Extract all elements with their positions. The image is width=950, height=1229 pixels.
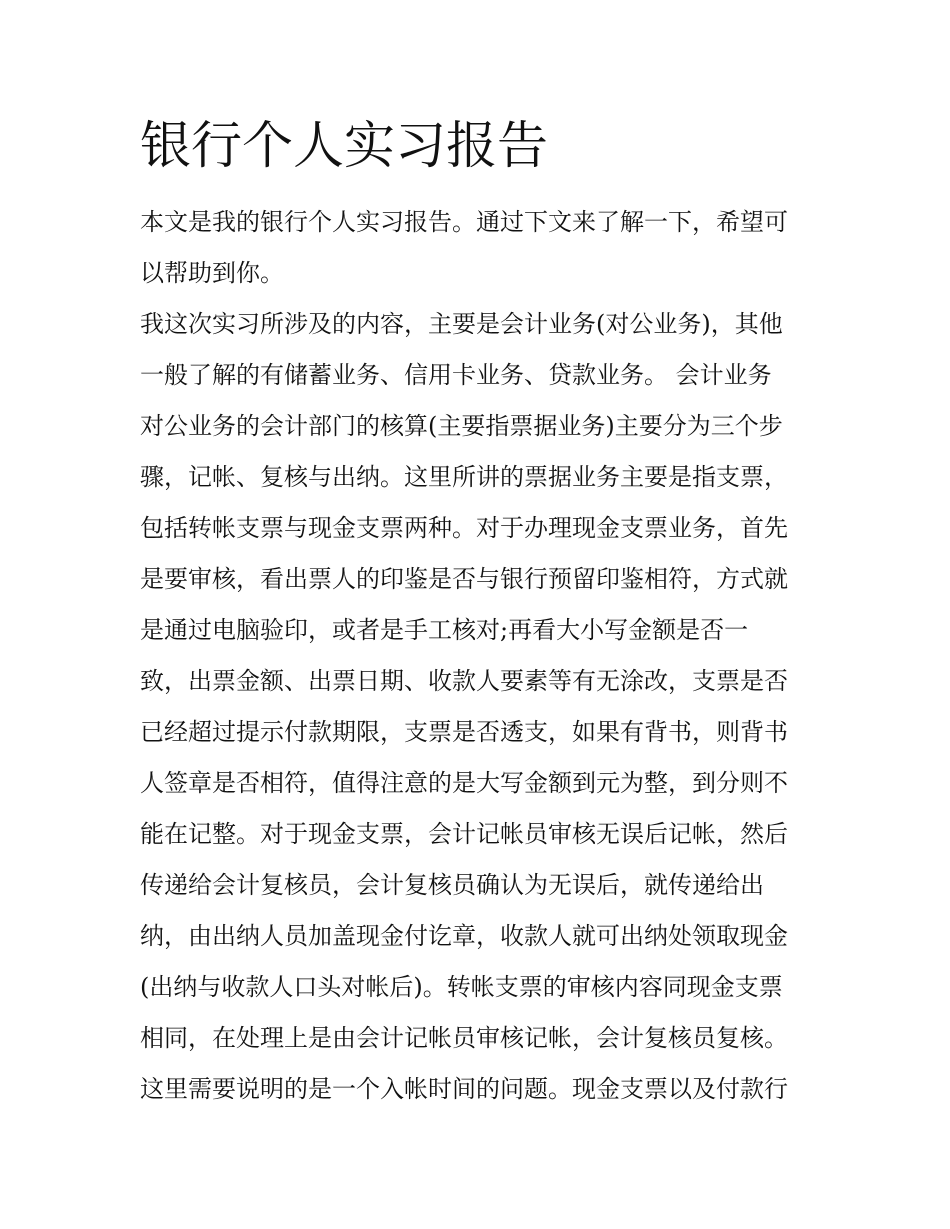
text-line: 这里需要说明的是一个入帐时间的问题。现金支票以及付款行 <box>140 1075 788 1103</box>
text-line: 本文是我的银行个人实习报告。通过下文来了解一下，希望可 <box>140 208 788 236</box>
text-line: 相同，在处理上是由会计记帐员审核记帐，会计复核员复核。 <box>140 1024 788 1052</box>
text-line: 纳，由出纳人员加盖现金付讫章，收款人就可出纳处领取现金 <box>140 922 788 950</box>
text-line: 是要审核，看出票人的印鉴是否与银行预留印鉴相符，方式就 <box>140 565 788 593</box>
text-line: 人签章是否相符，值得注意的是大写金额到元为整，到分则不 <box>140 769 788 797</box>
text-line: 对公业务的会计部门的核算(主要指票据业务)主要分为三个步 <box>140 412 783 440</box>
document-title: 银行个人实习报告 <box>140 117 549 176</box>
text-line: 包括转帐支票与现金支票两种。对于办理现金支票业务，首先 <box>140 514 788 542</box>
text-line: 我这次实习所涉及的内容，主要是会计业务(对公业务)，其他 <box>140 310 783 338</box>
text-line: 是通过电脑验印，或者是手工核对;再看大小写金额是否一 <box>140 616 749 644</box>
text-line: 能在记整。对于现金支票，会计记帐员审核无误后记帐，然后 <box>140 820 788 848</box>
text-line: 传递给会计复核员，会计复核员确认为无误后，就传递给出 <box>140 871 764 899</box>
text-line: 骤，记帐、复核与出纳。这里所讲的票据业务主要是指支票， <box>140 463 788 491</box>
text-line: 以帮助到你。 <box>140 259 284 287</box>
text-line: 已经超过提示付款期限，支票是否透支，如果有背书，则背书 <box>140 718 788 746</box>
text-line: 致，出票金额、出票日期、收款人要素等有无涂改，支票是否 <box>140 667 788 695</box>
text-line: (出纳与收款人口头对帐后)。转帐支票的审核内容同现金支票 <box>140 973 783 1001</box>
text-line: 一般了解的有储蓄业务、信用卡业务、贷款业务。 会计业务 <box>140 361 772 389</box>
